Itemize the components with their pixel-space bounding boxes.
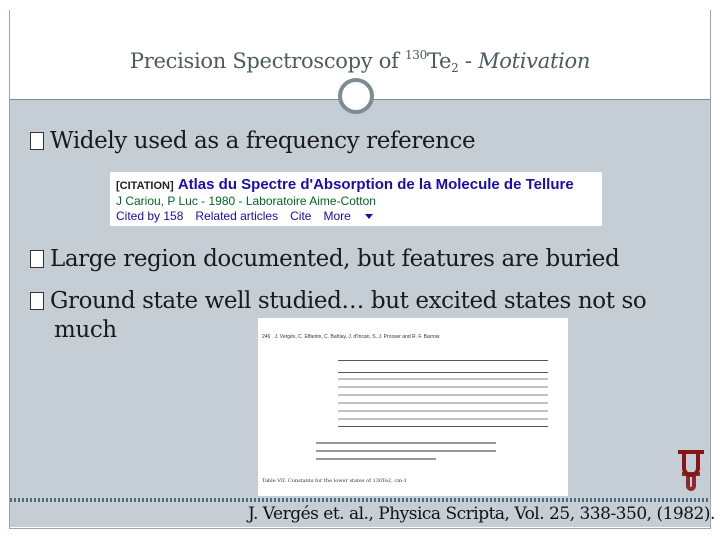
bullet-marker-icon (30, 292, 44, 310)
paper-note (316, 458, 436, 460)
ou-logo-icon (672, 448, 710, 494)
circle-ornament (338, 78, 374, 114)
paper-note (316, 442, 496, 444)
paper-table (338, 360, 548, 436)
footer-stripe (10, 498, 710, 502)
paper-footer-caption: Table VII. Constants for the lower states of 130Te2, cm-1 (262, 478, 407, 484)
bullet-large-region: Large region documented, but features are buried (30, 245, 619, 273)
paper-header: 246 J. Vergés, C. Effantin, C. Bahlay, J. d'Incan, S. J. Prosser and R. F. Barrow (262, 334, 440, 340)
cite-link[interactable]: Cite (290, 209, 312, 223)
reference-citation: J. Vergés et. al., Physica Scripta, Vol. 25, 338-350, (1982). (248, 504, 715, 524)
citation-authors: J Cariou, P Luc - 1980 - Laboratoire Aime-Cotton (116, 194, 376, 208)
bullet-marker-icon (30, 132, 44, 150)
bullet-ground-state: Ground state well studied… but excited states not so (30, 287, 646, 315)
more-link[interactable]: More (323, 209, 384, 223)
paper-table-image (258, 318, 568, 496)
slide-title: Precision Spectroscopy of $^{130}Te_2$ - Motivation (129, 48, 591, 75)
paper-note (316, 450, 496, 452)
cited-by-link[interactable]: Cited by 158 (116, 209, 184, 223)
bullet-frequency-reference: Widely used as a frequency reference (30, 127, 475, 155)
citation-title-line: [CITATION] Atlas du Spectre d'Absorption de la Molecule de Tellure (116, 176, 574, 193)
bullet-marker-icon (30, 250, 44, 268)
citation-screenshot (110, 172, 602, 226)
citation-links (116, 209, 397, 223)
chevron-down-icon (365, 214, 373, 219)
related-articles-link[interactable]: Related articles (195, 209, 279, 223)
bullet-ground-state-continued: much (54, 317, 117, 343)
